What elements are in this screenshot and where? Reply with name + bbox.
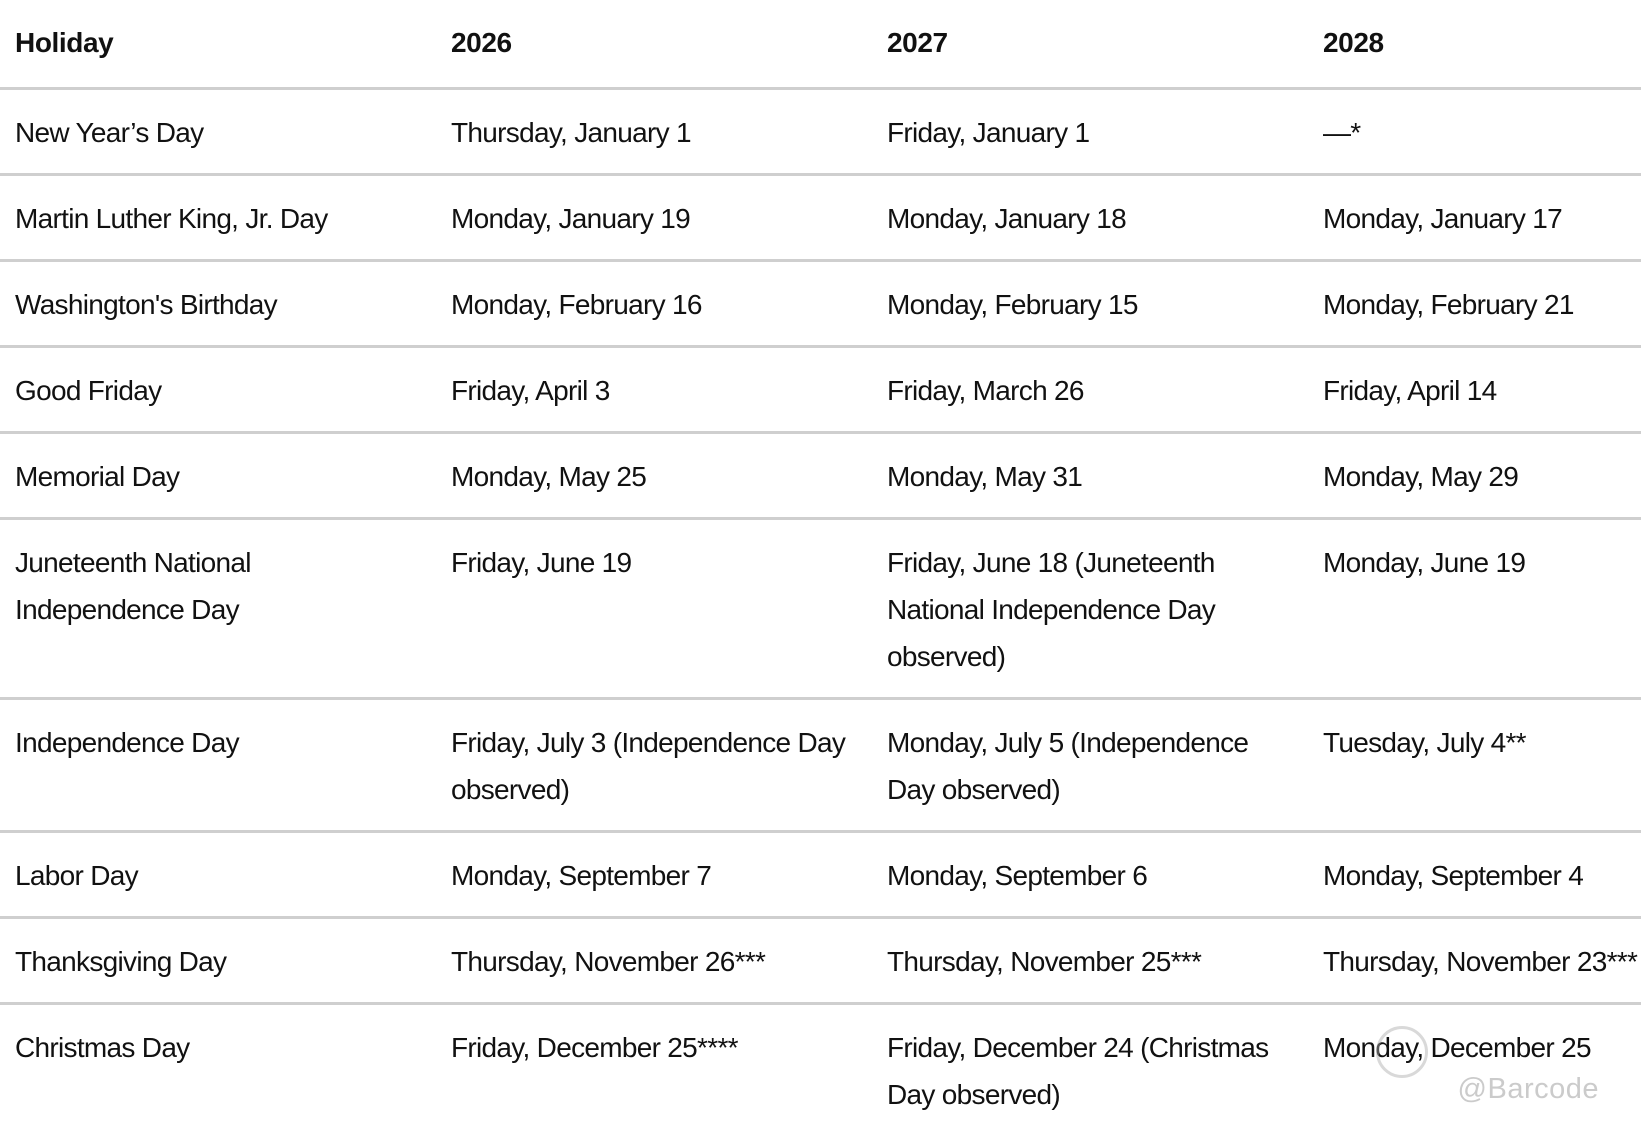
column-header-2027: 2027 xyxy=(872,0,1308,88)
holiday-name: Juneteenth National Independence Day xyxy=(0,518,436,698)
circle-logo-icon xyxy=(1376,1026,1428,1078)
date-2027: Monday, July 5 (Independence Day observed) xyxy=(872,698,1308,831)
date-2028: Monday, June 19 xyxy=(1308,518,1641,698)
date-2026: Thursday, January 1 xyxy=(436,88,872,174)
date-2027: Monday, September 6 xyxy=(872,831,1308,917)
date-2026: Friday, December 25**** xyxy=(451,1031,738,1063)
holiday-name: Thanksgiving Day xyxy=(0,917,436,1003)
date-2026: Monday, May 25 xyxy=(436,432,872,518)
holiday-name: Washington's Birthday xyxy=(0,260,436,346)
date-2027: Friday, June 18 (Juneteenth National Independence Day observed) xyxy=(872,518,1308,698)
holiday-name: Good Friday xyxy=(0,346,436,432)
date-2026: Friday, July 3 (Independence Day observed) xyxy=(436,698,872,831)
date-2026: Monday, February 16 xyxy=(436,260,872,346)
date-2028: Thursday, November 23*** xyxy=(1308,917,1641,1003)
date-2028: Friday, April 14 xyxy=(1308,346,1641,432)
date-2028: —* xyxy=(1308,88,1641,174)
date-2027: Monday, January 18 xyxy=(872,174,1308,260)
table-row xyxy=(0,698,1641,831)
table-row xyxy=(0,917,1641,1003)
holiday-name: Christmas Day xyxy=(15,1031,190,1063)
table-row xyxy=(0,174,1641,260)
column-header-2028: 2028 xyxy=(1308,0,1641,88)
column-header-holiday: Holiday xyxy=(0,0,436,88)
date-2027: Thursday, November 25*** xyxy=(872,917,1308,1003)
date-2027: Friday, December 24 (Christmas Day observed) xyxy=(887,1031,1269,1110)
date-2028: Tuesday, July 4** xyxy=(1308,698,1641,831)
holiday-name: Labor Day xyxy=(0,831,436,917)
date-2028: Monday, September 4 xyxy=(1308,831,1641,917)
date-2027: Monday, February 15 xyxy=(872,260,1308,346)
holiday-name: New Year’s Day xyxy=(0,88,436,174)
table-row xyxy=(0,88,1641,174)
table-row xyxy=(0,260,1641,346)
holiday-name: Martin Luther King, Jr. Day xyxy=(0,174,436,260)
table-row xyxy=(0,831,1641,917)
date-2026: Friday, April 3 xyxy=(436,346,872,432)
date-2026: Thursday, November 26*** xyxy=(436,917,872,1003)
date-2026: Friday, June 19 xyxy=(436,518,872,698)
table-row xyxy=(0,518,1641,698)
table-row xyxy=(0,346,1641,432)
date-2027: Monday, May 31 xyxy=(872,432,1308,518)
holiday-name: Independence Day xyxy=(0,698,436,831)
header-row xyxy=(0,0,1641,88)
date-2028: Monday, December 25 xyxy=(1323,1031,1591,1063)
date-2028: Monday, May 29 xyxy=(1308,432,1641,518)
date-2026: Monday, January 19 xyxy=(436,174,872,260)
column-header-2026: 2026 xyxy=(436,0,872,88)
table-row xyxy=(0,432,1641,518)
date-2027: Friday, January 1 xyxy=(872,88,1308,174)
date-2028: Monday, February 21 xyxy=(1308,260,1641,346)
watermark-text: @Barcode xyxy=(1457,1073,1599,1105)
date-2028: Monday, January 17 xyxy=(1308,174,1641,260)
date-2026: Monday, September 7 xyxy=(436,831,872,917)
date-2027: Friday, March 26 xyxy=(872,346,1308,432)
holiday-name: Memorial Day xyxy=(0,432,436,518)
